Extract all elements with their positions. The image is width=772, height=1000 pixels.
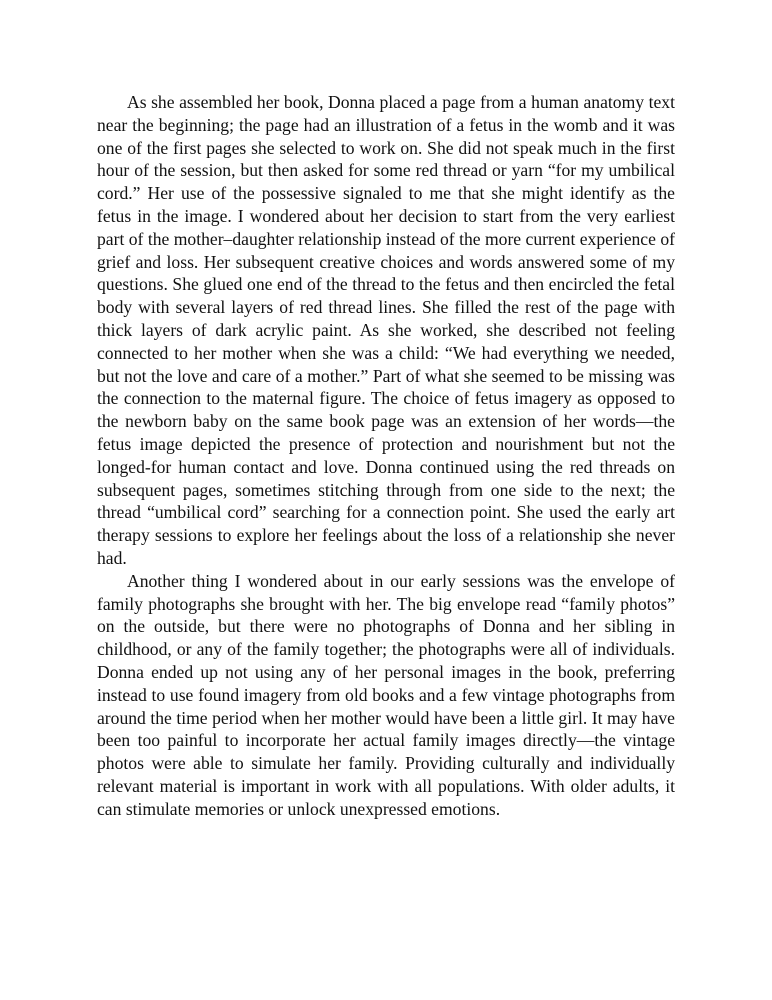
body-text	[97, 91, 675, 821]
paragraph-1: As she assembled her book, Donna placed a page from a human anatomy text near the beginning; the page had an illustration of a fetus in the womb and it was one of the first pages she selected to work on. She did not speak much in the first hour of the session, but then asked for some red thread or yarn “for my umbilical cord.” Her use of the possessive signaled to me that she might identify as the fetus in the image. I wondered about her decision to start from the very earliest part of the mother–daughter relationship instead of the more current experience of grief and loss. Her subsequent creative choices and words answered some of my questions. She glued one end of the thread to the fetus and then encircled the fetal body with several layers of red thread lines. She filled the rest of the page with thick layers of dark acrylic paint. As she worked, she described not feeling connected to her mother when she was a child: “We had everything we needed, but not the love and care of a mother.” Part of what she seemed to be missing was the connection to the maternal figure. The choice of fetus imagery as opposed to the newborn baby on the same book page was an extension of her words—the fetus image depicted the presence of protection and nourishment but not the longed-for human contact and love. Donna continued using the red threads on subsequent pages, sometimes stitching through from one side to the next; the thread “umbilical cord” searching for a connection point. She used the early art therapy sessions to explore her feelings about the loss of a relationship she never had.	[97, 92, 675, 568]
paragraph-2: Another thing I wondered about in our early sessions was the envelope of family photographs she brought with her. The big envelope read “family photos” on the outside, but there were no photographs of Donna and her sibling in childhood, or any of the family together; the photographs were all of individuals. Donna ended up not using any of her personal images in the book, preferring instead to use found imagery from old books and a few vintage photographs from around the time period when her mother would have been a little girl. It may have been too painful to incorporate her actual family images directly—the vintage photos were able to simulate her family. Providing culturally and individually relevant material is important in work with all populations. With older adults, it can stimulate memories or unlock unexpressed emotions.	[97, 570, 675, 819]
